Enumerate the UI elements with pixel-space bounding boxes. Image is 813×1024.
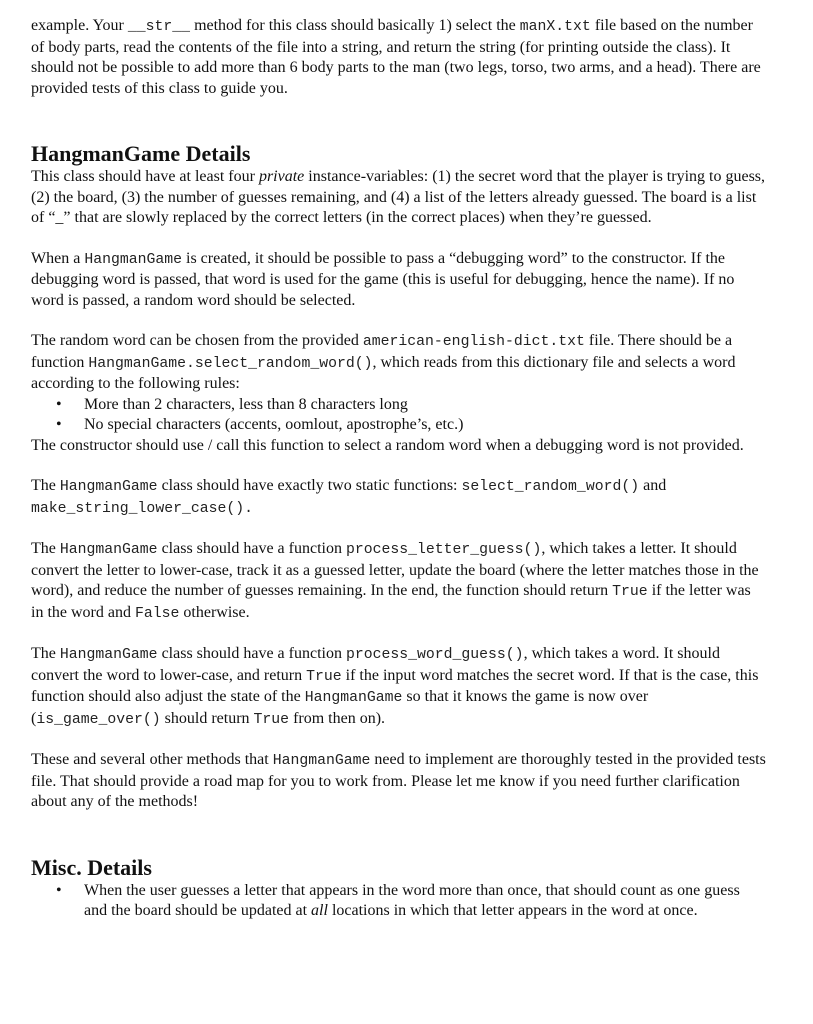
hangman-paragraph-4: The HangmanGame class should have exactly two static functions: select_random_word() and make_string_lower_case().: [31, 477, 667, 517]
hangman-paragraph-7: These and several other methods that HangmanGame need to implement are thoroughly tested in the provided tests file. That should provide a road map for you to work from. Please let me know if you need further clarification about any of the methods!: [31, 751, 766, 810]
hangman-paragraph-1: This class should have at least four private instance-variables: (1) the secret word that the player is trying to guess, (2) the board, (3) the number of guesses remaining, and (4) a list of the letters already guessed. The board is a list of “_” that are slowly replaced by the correct letters (in the correct places) when they’re guessed.: [31, 168, 766, 226]
random-word-rules-list: [31, 395, 766, 436]
manx-file-code: manX.txt: [519, 19, 591, 35]
misc-heading: Misc. Details: [31, 854, 152, 880]
list-item: • More than 2 characters, less than 8 characters long: [31, 395, 766, 416]
misc-details-list: [31, 881, 766, 922]
hangmangame-heading: HangmanGame Details: [31, 141, 251, 166]
list-item: • When the user guesses a letter that appears in the word more than once, that should count as one guess and the board should be updated at all locations in which that letter appears in the word at once.: [31, 881, 766, 922]
str-method-code: __str__: [127, 19, 191, 35]
hangman-paragraph-5: The HangmanGame class should have a function process_letter_guess(), which takes a letter. It should convert the letter to lower-case, track it as a guessed letter, update the board (where the letter matches those in the word), and reduce the number of guesses remaining. In the end, the function should return True if the letter was in the word and False otherwise.: [31, 540, 759, 622]
hangman-paragraph-3-cont: The constructor should use / call this function to select a random word when a debugging word is not provided.: [31, 436, 744, 454]
hangman-paragraph-6: The HangmanGame class should have a function process_word_guess(), which takes a word. It should convert the word to lower-case, and return True if the input word matches the secret word. If that is the case, this function should also adjust the state of the HangmanGame so that it knows the game is now over (is_game_over() should return True from then on).: [31, 645, 759, 728]
intro-paragraph: example. Your __str__ method for this class should basically 1) select the manX.txt file based on the number of body parts, read the contents of the file into a string, and return the string (for printing outside the class). It should not be possible to add more than 6 body parts to the man (two legs, torso, two arms, and a head). There are provided tests of this class to guide you.: [31, 17, 761, 97]
document-page: [31, 16, 766, 922]
hangman-paragraph-3: The random word can be chosen from the provided american-english-dict.txt file. There should be a function HangmanGame.select_random_word(), which reads from this dictionary file and selects a word according to the following rules:: [31, 332, 736, 392]
list-item: • No special characters (accents, oomlout, apostrophe’s, etc.): [31, 415, 766, 436]
hangman-paragraph-2: When a HangmanGame is created, it should be possible to pass a “debugging word” to the constructor. If the debugging word is passed, that word is used for the game (this is useful for debugging, hence the name). If no word is passed, a random word should be selected.: [31, 249, 735, 309]
